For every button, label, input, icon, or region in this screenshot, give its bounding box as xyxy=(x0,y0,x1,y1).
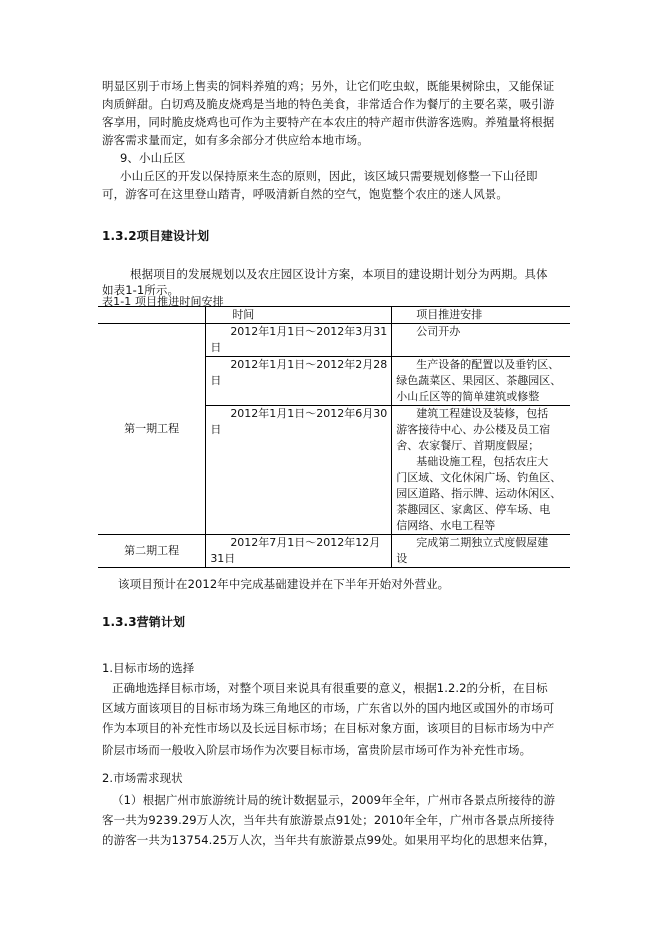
sub2-line-3: 的游客一共为13754.25万人次，当年共有旅游景点99处。如果用平均化的思想来估算， xyxy=(102,833,556,847)
intro-line-1: 明显区别于市场上售卖的饲料养殖的鸡；另外，让它们吃虫蚁，既能果树除虫，又能保证 xyxy=(102,79,555,93)
section-1-3-2-line-2: 如表1-1所示。 xyxy=(102,283,180,297)
header-task: 项目推进安排 xyxy=(392,307,570,324)
intro-line-2: 肉质鲜甜。白切鸡及脆皮烧鸡是当地的特色美食，非常适合作为餐厅的主要名菜，吸引游 xyxy=(102,97,555,111)
sub1-line-3: 作为本项目的补充性市场以及长远目标市场；在目标对象方面，该项目的目标市场为中产 xyxy=(102,721,555,735)
row4-time: 2012年7月1日～2012年12月 31日 xyxy=(206,535,392,568)
phase2-label: 第二期工程 xyxy=(98,535,206,568)
table-row xyxy=(98,324,570,357)
header-empty-cell xyxy=(98,307,206,324)
item9-title: 9、小山丘区 xyxy=(120,151,186,165)
sub1-line-4: 阶层市场而一般收入阶层市场作为次要目标市场，富贵阶层市场可作为补充性市场。 xyxy=(102,743,532,757)
header-time: 时间 xyxy=(206,307,392,324)
item9-line-1: 小山丘区的开发以保持原来生态的原则，因此，该区域只需要规划修整一下山径即 xyxy=(120,169,538,183)
table-row xyxy=(98,535,570,568)
row2-time: 2012年1月1日～2012年2月28 日 xyxy=(206,357,392,406)
intro-line-4: 游客需求量而定，如有多余部分才供应给本地市场。 xyxy=(102,133,369,147)
sub1-line-2: 区域方面该项目的目标市场为珠三角地区的市场，广东省以外的国内地区或国外的市场可 xyxy=(102,701,555,715)
row1-task: 公司开办 xyxy=(392,324,570,357)
table-note: 该项目预计在2012年中完成基础建设并在下半年开始对外营业。 xyxy=(118,577,450,591)
row2-task: 生产设备的配置以及垂钓区、 绿色蔬菜区、果园区、茶趣园区、 小山丘区等的简单建筑或修整 xyxy=(392,357,570,406)
subsection-1-title: 1.目标市场的选择 xyxy=(102,661,195,675)
sub2-line-2: 客一共为9239.29万人次，当年共有旅游景点91处；2010年全年，广州市各景点所接待 xyxy=(102,813,555,827)
schedule-table xyxy=(98,306,570,568)
section-1-3-3-title: 1.3.3营销计划 xyxy=(102,615,186,629)
intro-line-3: 客享用，同时脆皮烧鸡也可作为主要特产在本农庄的特产超市供游客选购。养殖量将根据 xyxy=(102,115,555,129)
row4-task: 完成第二期独立式度假屋建 设 xyxy=(392,535,570,568)
row3-task: 建筑工程建设及装修，包括 游客接待中心、办公楼及员工宿 舍、农家餐厅、首期度假屋； 基础设施工程，包括农庄大 门区域、文化休闲广场、钓鱼区、 园区道路、指示牌、运动休闲区、 茶趣园区、家禽区、停车场、电 信网络、水电工程等 xyxy=(392,406,570,535)
section-1-3-2-title: 1.3.2项目建设计划 xyxy=(102,229,210,243)
row1-time: 2012年1月1日～2012年3月31 日 xyxy=(206,324,392,357)
table-caption: 表1-1 项目推进时间安排 xyxy=(102,295,224,308)
phase1-label: 第一期工程 xyxy=(98,324,206,535)
item9-line-2: 可，游客可在这里登山踏青，呼吸清新自然的空气，饱览整个农庄的迷人风景。 xyxy=(102,187,508,201)
sub2-line-1: （1）根据广州市旅游统计局的统计数据显示，2009年全年，广州市各景点所接待的游 xyxy=(112,793,556,807)
table-header-row xyxy=(98,307,570,324)
section-1-3-2-line-1: 根据项目的发展规划以及农庄园区设计方案，本项目的建设期计划分为两期。具体 xyxy=(130,267,548,281)
sub1-line-1: 正确地选择目标市场，对整个项目来说具有很重要的意义，根据1.2.2的分析，在目标 xyxy=(112,681,548,695)
subsection-2-title: 2.市场需求现状 xyxy=(102,771,183,785)
row3-time: 2012年1月1日～2012年6月30 日 xyxy=(206,406,392,535)
